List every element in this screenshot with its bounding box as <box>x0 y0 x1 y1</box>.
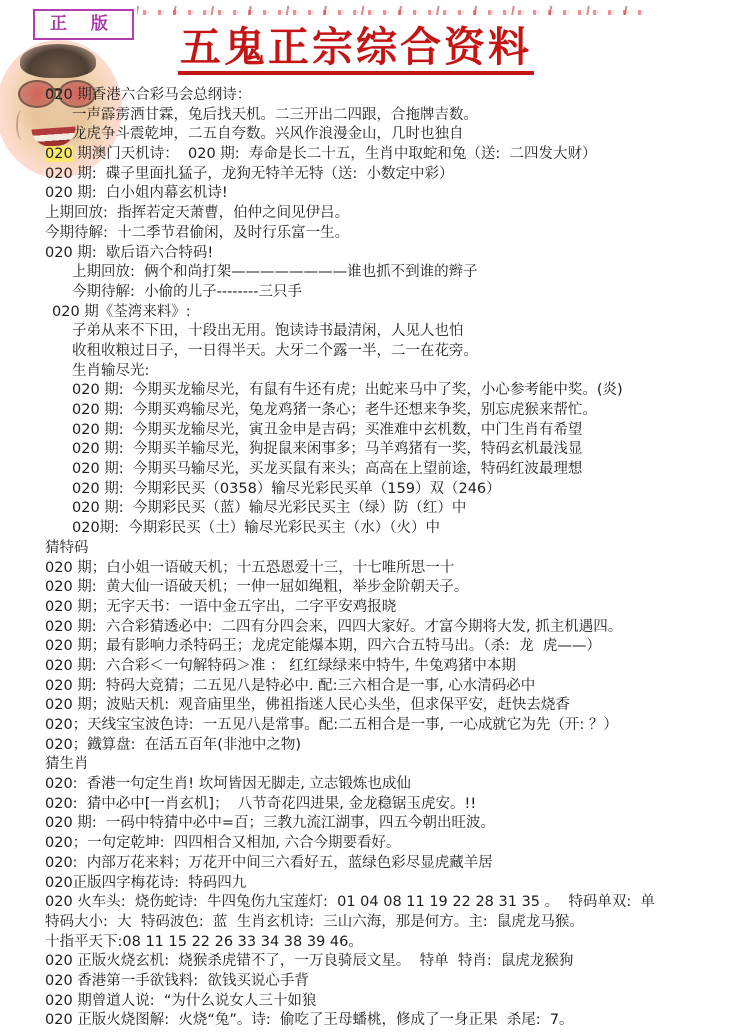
text-line: 上期回放: 指挥若定天萧曹，伯仲之间见伊吕。 <box>45 205 350 222</box>
text-line: 020 期；最有影响力杀特码王；龙虎定能爆本期，四六合五特马出。（杀: 龙 虎——） <box>45 638 601 655</box>
text-line: 020 期；白小姐一语破天机；十五恐恩爱十三，十七唯所思一十 <box>45 559 455 576</box>
text-line: 今期待解: 小偷的儿子--------三只手 <box>72 283 302 300</box>
text-line: 猜生肖 <box>45 756 89 773</box>
text-line: 020 期: 黄大仙一语破天机；一伸一屈如绳粗，举步金阶朝天子。 <box>45 579 469 596</box>
text-line: 子弟从来不下田，十段出无用。饱读诗书最清闲，人见人也怕 <box>72 323 464 340</box>
text-line: 020 期澳门天机诗： 020 期: 寿命是长二十五，生肖中取蛇和兔（送: 二四发大财） <box>45 146 597 163</box>
text-line: 020 正版火烧玄机: 烧猴杀虎错不了，一万良骑辰文星。 特单 特肖: 鼠虎龙猴狗 <box>45 953 574 970</box>
text-line: 020 期；无字天书：一语中金五字出，二字平安鸡报晓 <box>45 598 397 615</box>
text-line: 020: 猜中必中[一肖玄机]； 八节奇花四进果, 金龙稳锯玉虎安。!! <box>45 795 477 812</box>
portrait-hair <box>20 44 96 78</box>
page-title: 五鬼正宗综合资料 <box>178 24 534 75</box>
text-line: 020 期: 今期买马输尽光，买龙买鼠有来头；高高在上望前途，特码红波最理想 <box>72 461 583 478</box>
authentic-badge <box>33 9 134 40</box>
text-line: 龙虎争斗震乾坤，二五自夸数。兴风作浪漫金山，几时也独自 <box>72 126 464 143</box>
text-line: 020 期；波贴天机: 观音庙里坐，佛祖指迷人民心头坐，但求保平安，赶快去烧香 <box>45 697 570 714</box>
text-line: 020 期曾道人说: “为什么说女人三十如狼 <box>45 992 317 1009</box>
text-line: 020 期《荃湾来料》: <box>52 303 191 320</box>
text-line: 生肖输尽光: <box>72 362 150 379</box>
text-line: 020: 香港一句定生肖! 坎坷皆因无脚走, 立志锻炼也成仙 <box>45 776 411 793</box>
highlighted-text: 020 <box>45 146 73 163</box>
text-line: 020 期: 白小姐内幕玄机诗! <box>45 185 228 202</box>
text-line: 020 期: 六合彩猜透必中: 二四有分四会来，四四大家好。才富今期将大发, 抓主机遇四。 <box>45 618 623 635</box>
text-line: 今期待解: 十二季节君偷闲，及时行乐富一生。 <box>45 224 350 241</box>
text-line: 020 期: 今期买鸡输尽光，兔龙鸡猪一条心；老牛还想来争奖，别忘虎猴来帮忙。 <box>72 402 597 418</box>
text-line: 020 期香港六合彩马会总纲诗： <box>45 87 252 103</box>
text-line: 020 期: 碟子里面扎猛子，龙狗无特羊无特（送: 小数定中彩） <box>45 165 454 182</box>
text-line: 020 香港第一手欲钱料: 欲钱买说心手背 <box>45 972 309 989</box>
text-line: 020 期: 特码大竞猜；二五见八是特必中. 配:三六相合是一事, 心水清码必中 <box>45 677 536 694</box>
text-line: 020 期: 今期买羊输尽光，狗捉鼠来闲事多；马羊鸡猪有一奖，特码玄机最浅显 <box>72 441 583 458</box>
text-line: 一声霹雳洒甘霖，兔后找天机。二三开出二四跟，合拖牌吉数。 <box>72 106 478 123</box>
clipped-red-text-top <box>128 4 643 15</box>
text-line: 020 期: 今期买龙输尽光，寅丑金申是吉码；买准难中玄机数，中门生肖有希望 <box>72 421 583 438</box>
text-line: 020正版四字梅花诗: 特码四九 <box>45 874 247 891</box>
text-line: 020；一句定乾坤: 四四相合又相加, 六合今期要看好。 <box>45 835 401 852</box>
text-line: 收租收粮过日子，一日得半天。大牙二个露一半，二一在花旁。 <box>72 342 478 359</box>
text-line: 020 期: 今期彩民买（蓝）输尽光彩民买主（绿）防（红）中 <box>72 500 467 517</box>
text-line: 020 正版火烧图解: 火烧“兔”。诗: 偷吃了王母蟠桃，修成了一身正果 杀尾: 7。 <box>45 1012 574 1029</box>
text-line: 020 期: 今期彩民买（0358）输尽光彩民买单（159）双（246） <box>72 480 501 497</box>
text-line: 020: 内部万花来料；万花开中间三六看好五，蓝绿色彩尽显虎藏羊居 <box>45 854 493 871</box>
text-line: 020 期: 歇后语六合特码! <box>45 244 214 261</box>
text-line: 020期: 今期彩民买（土）输尽光彩民买主（水）（火）中 <box>72 520 441 537</box>
text-line: 十指平天下:08 11 15 22 26 33 34 38 39 46。 <box>45 933 363 950</box>
text-line: 猜特码 <box>45 539 89 556</box>
text-line: 特码大小: 大 特码波色: 蓝 生肖玄机诗: 三山六海，那是何方。主: 鼠虎龙马猴。 <box>45 913 584 930</box>
text-line: 020 期: 一码中特猜中必中=百；三教九流江湖事，四五今朝出旺波。 <box>45 815 496 832</box>
text-line: 020 期: 今期买龙输尽光，有鼠有牛还有虎；出蛇来马中了奖，小心参考能中奖。(炎) <box>72 382 623 399</box>
text-line: 020；天线宝宝波色诗: 一五见八是常事。配:二五相合是一事, 一心成就它为先（开: ？） <box>45 717 618 733</box>
authentic-badge-label: 正 版 <box>50 14 117 34</box>
text-line: 020 期: 六合彩＜一句解特码＞准 ： 红红绿绿来中特牛, 牛兔鸡猪中本期 <box>45 657 516 674</box>
document-body <box>0 86 756 1031</box>
text-line: 020；鐡算盘: 在活五百年(非池中之物) <box>45 736 302 753</box>
text-line: 020 火车头: 烧伤蛇诗: 牛四兔伤九宝莲灯: 01 04 08 11 19 22 28 31 35 。 特码单双: 单 <box>45 894 655 911</box>
text-line: 上期回放: 俩个和尚打架————————谁也抓不到谁的辫子 <box>72 264 478 281</box>
